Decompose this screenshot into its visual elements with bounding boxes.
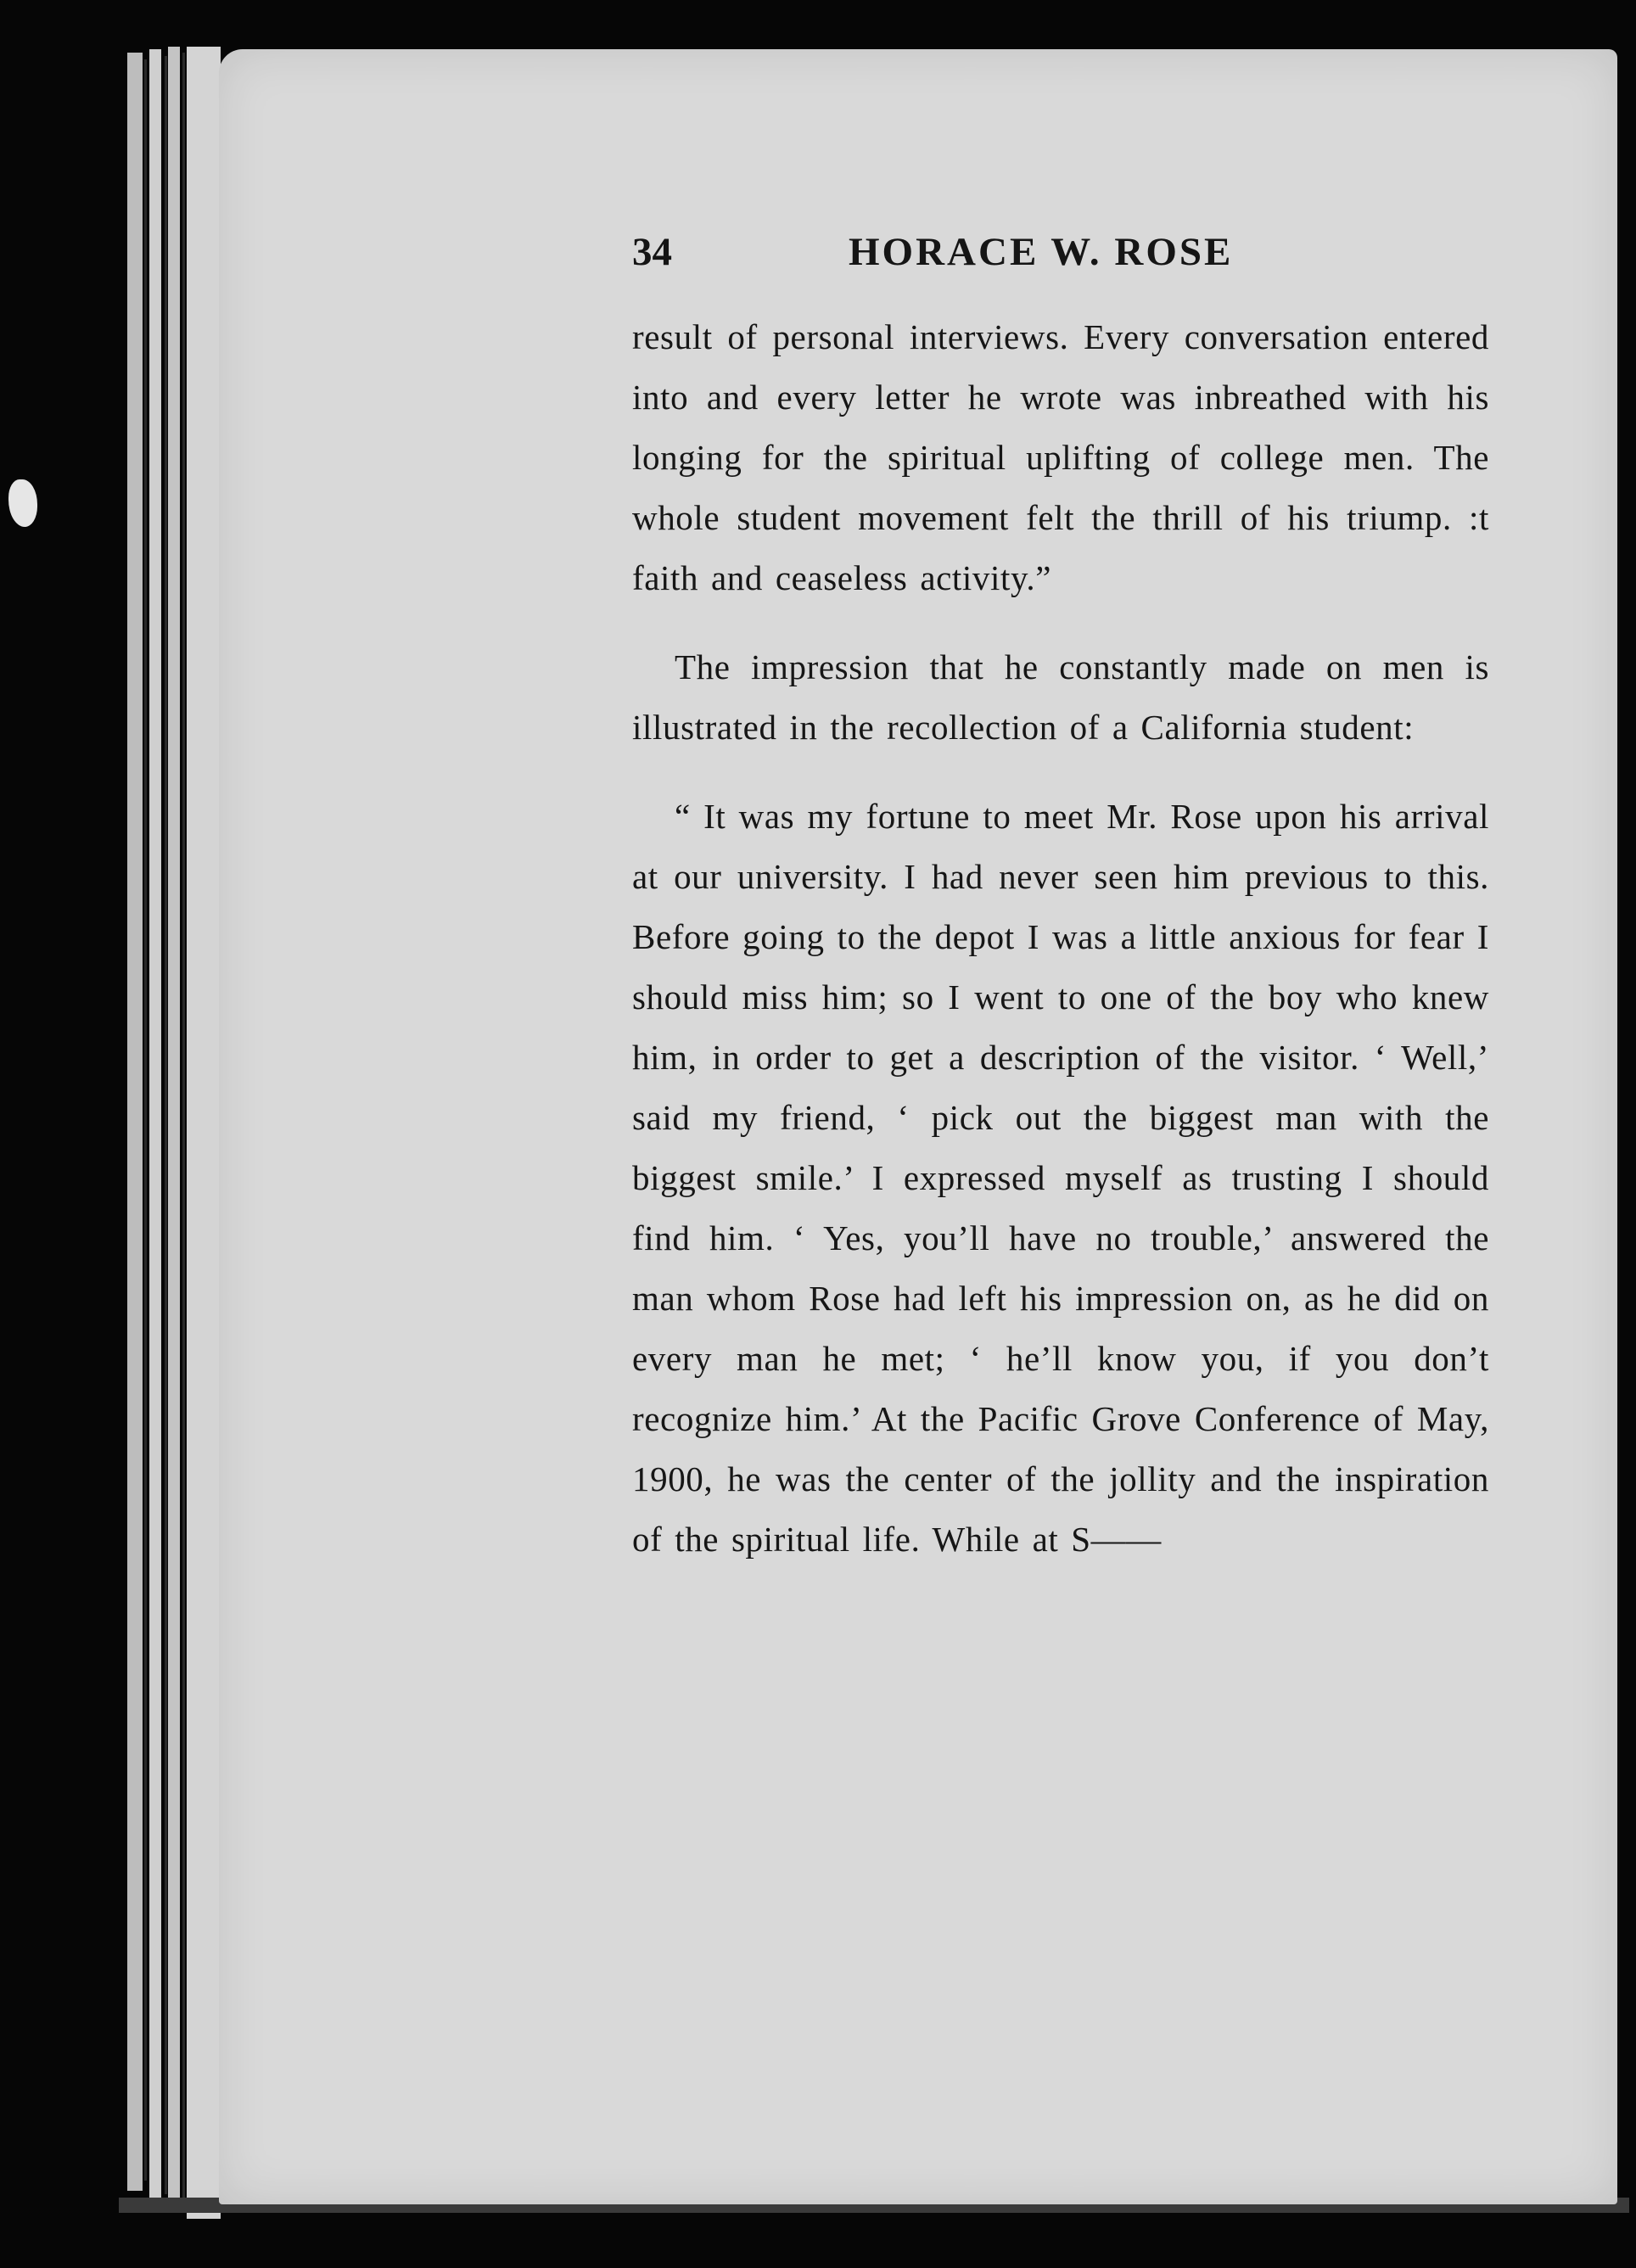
- page-edge-shadow: [182, 53, 185, 2199]
- paragraph: result of personal interviews. Every conversation entered into and every letter he wrote was inbreathed with his longing for the spiritual uplifting of college men. The whole student movement felt the thrill of his triump. :t faith and ceaseless activity.”: [632, 317, 1489, 597]
- paragraph: “ It was my fortune to meet Mr. Rose upon his arrival at our university. I had never seen him previous to this. Before going to the depot I was a little anxious for fear I should miss him; so I went to one of the boy who knew him, in order to get a description of the visitor. ‘ Well,’ said my friend, ‘ pick out the biggest man with the biggest smile.’ I expressed myself as trusting I should find him. ‘ Yes, you’ll have no trouble,’ answered the man whom Rose had left his impression on, as he did on every man he met; ‘ he’ll know you, if you don’t recognize him.’ At the Pacific Grove Conference of May, 1900, he was the center of the jollity and the inspiration of the spiritual life. While at S——: [632, 797, 1489, 1559]
- body-text: [632, 307, 1489, 1570]
- page-edge: [149, 49, 161, 2200]
- page-edge-shadow: [144, 59, 147, 2181]
- scan-artifact: [8, 479, 37, 527]
- page-edge-shadow: [165, 56, 167, 2194]
- page-edge: [187, 47, 221, 2219]
- paragraph: The impression that he constantly made on men is illustrated in the recollection of a California student:: [632, 647, 1489, 747]
- page-edge: [168, 47, 180, 2210]
- running-title: HORACE W. ROSE: [849, 230, 1234, 274]
- page-edge: [127, 53, 143, 2191]
- running-header: [632, 229, 1489, 280]
- page-number: 34: [632, 230, 672, 274]
